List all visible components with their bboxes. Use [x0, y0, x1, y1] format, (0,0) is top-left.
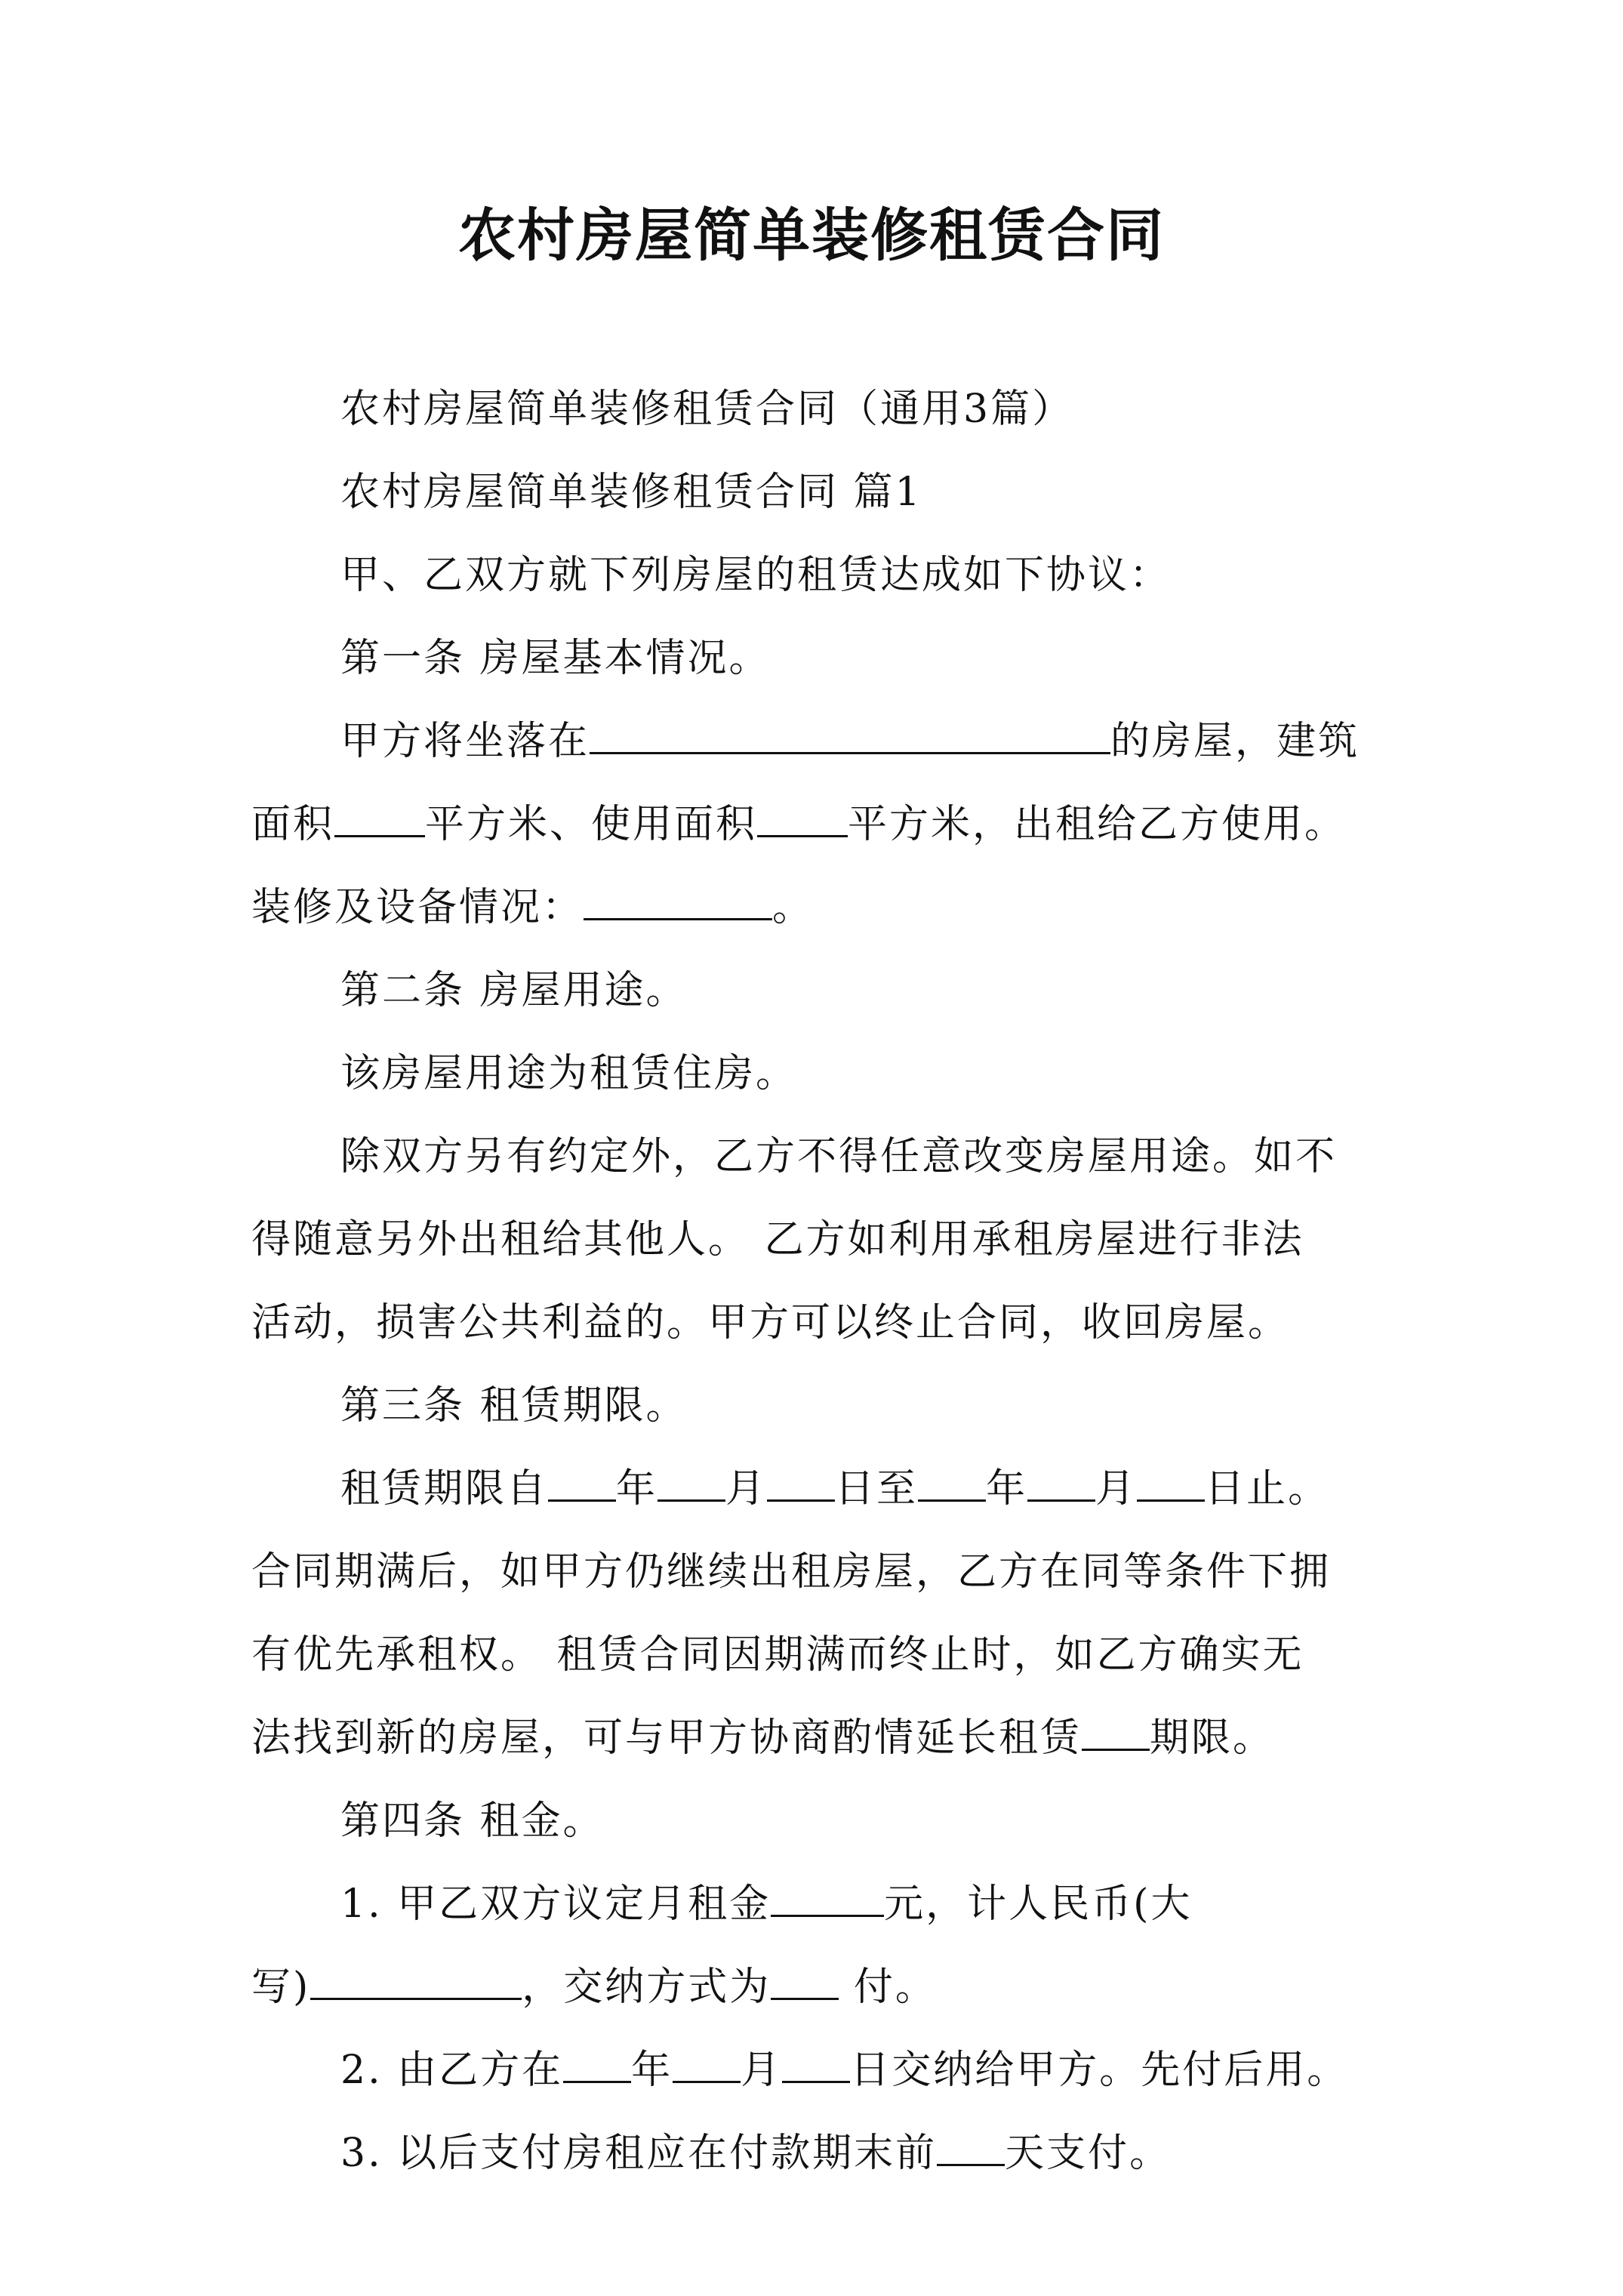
- text-fragment: 面积: [251, 802, 335, 847]
- text-fragment: 的房屋，建筑: [1110, 719, 1360, 764]
- text-fragment: 年: [631, 2048, 673, 2093]
- article-3-line-3: 有优先承租权。 租赁合同因期满而终止时，如乙方确实无: [251, 1632, 1304, 1678]
- text-fragment: 元，计人民币(大: [884, 1881, 1193, 1927]
- text-fragment: 1. 甲乙双方议定月租金: [340, 1881, 771, 1927]
- payment-day-blank: [782, 2039, 850, 2083]
- article-4-heading: 第四条 租金。: [340, 1798, 605, 1844]
- text-fragment: 平方米，出租给乙方使用。: [848, 802, 1347, 847]
- text-fragment: 2. 由乙方在: [340, 2048, 564, 2093]
- location-blank: [590, 710, 1110, 754]
- article-3-line-2: 合同期满后，如甲方仍继续出租房屋，乙方在同等条件下拥: [251, 1549, 1332, 1595]
- text-fragment: 月: [741, 2048, 783, 2093]
- document-subtitle: 农村房屋简单装修租赁合同（通用3篇）: [340, 387, 1074, 432]
- start-year-blank: [548, 1457, 616, 1502]
- text-fragment: 日至: [835, 1466, 919, 1512]
- payment-year-blank: [563, 2039, 631, 2083]
- text-fragment: 期限。: [1150, 1715, 1275, 1761]
- usable-area-blank: [757, 793, 848, 837]
- text-fragment: 月: [1095, 1466, 1138, 1512]
- text-fragment: 付。: [839, 1965, 937, 2010]
- rent-amount-blank: [771, 1872, 884, 1917]
- article-3-heading: 第三条 租赁期限。: [340, 1383, 688, 1428]
- intro-paragraph: 甲、乙双方就下列房屋的租赁达成如下协议：: [340, 553, 1172, 598]
- text-fragment: 天支付。: [1005, 2131, 1172, 2176]
- article-2-paragraph-2-cont: 活动，损害公共利益的。甲方可以终止合同，收回房屋。: [251, 1300, 1290, 1345]
- text-fragment: 日交纳给甲方。先付后用。: [850, 2048, 1349, 2093]
- rent-capital-blank: [310, 1955, 522, 2000]
- text-fragment: 装修及设备情况：: [251, 885, 584, 930]
- text-fragment: ，交纳方式为: [522, 1965, 771, 2010]
- text-fragment: 甲方将坐落在: [340, 719, 590, 764]
- article-3-line-1: [340, 1451, 1397, 1527]
- section-heading: 农村房屋简单装修租赁合同 篇1: [340, 470, 922, 515]
- equipment-blank: [584, 876, 772, 920]
- article-4-item-3: [340, 2116, 1397, 2191]
- article-1-heading: 第一条 房屋基本情况。: [340, 636, 771, 681]
- article-2-heading: 第二条 房屋用途。: [340, 968, 688, 1013]
- text-fragment: 租赁期限自: [340, 1466, 549, 1512]
- start-month-blank: [658, 1457, 725, 1502]
- start-day-blank: [767, 1457, 835, 1502]
- document-title: 农村房屋简单装修租赁合同: [458, 202, 1165, 269]
- article-1-line-1: [340, 704, 1397, 779]
- article-2-paragraph-2-cont: 得随意另外出租给其他人。 乙方如利用承租房屋进行非法: [251, 1217, 1304, 1262]
- text-fragment: 写): [251, 1965, 311, 2010]
- text-fragment: 3. 以后支付房租应在付款期末前: [340, 2131, 938, 2176]
- article-3-line-4: [251, 1700, 1399, 1776]
- article-2-paragraph-1: 该房屋用途为租赁住房。: [340, 1051, 798, 1096]
- article-1-line-2: [251, 787, 1399, 862]
- text-fragment: 。: [772, 885, 815, 930]
- text-fragment: 年: [616, 1466, 658, 1512]
- text-fragment: 平方米、使用面积: [425, 802, 758, 847]
- end-year-blank: [918, 1457, 986, 1502]
- article-1-line-3: [251, 870, 1399, 945]
- area-blank: [334, 793, 425, 837]
- text-fragment: 年: [986, 1466, 1028, 1512]
- text-fragment: 月: [725, 1466, 768, 1512]
- text-fragment: 日止。: [1205, 1466, 1330, 1512]
- end-month-blank: [1027, 1457, 1095, 1502]
- article-4-item-1: [340, 1866, 1397, 1942]
- article-2-paragraph-2: 除双方另有约定外，乙方不得任意改变房屋用途。如不: [340, 1134, 1338, 1179]
- article-4-item-2: [340, 2032, 1397, 2108]
- end-day-blank: [1137, 1457, 1205, 1502]
- article-4-item-1-cont: [251, 1949, 1399, 2025]
- payment-month-blank: [673, 2039, 741, 2083]
- extension-blank: [1082, 1706, 1150, 1751]
- payment-method-blank: [771, 1955, 839, 2000]
- text-fragment: 法找到新的房屋，可与甲方协商酌情延长租赁: [251, 1715, 1083, 1761]
- days-before-blank: [937, 2122, 1005, 2166]
